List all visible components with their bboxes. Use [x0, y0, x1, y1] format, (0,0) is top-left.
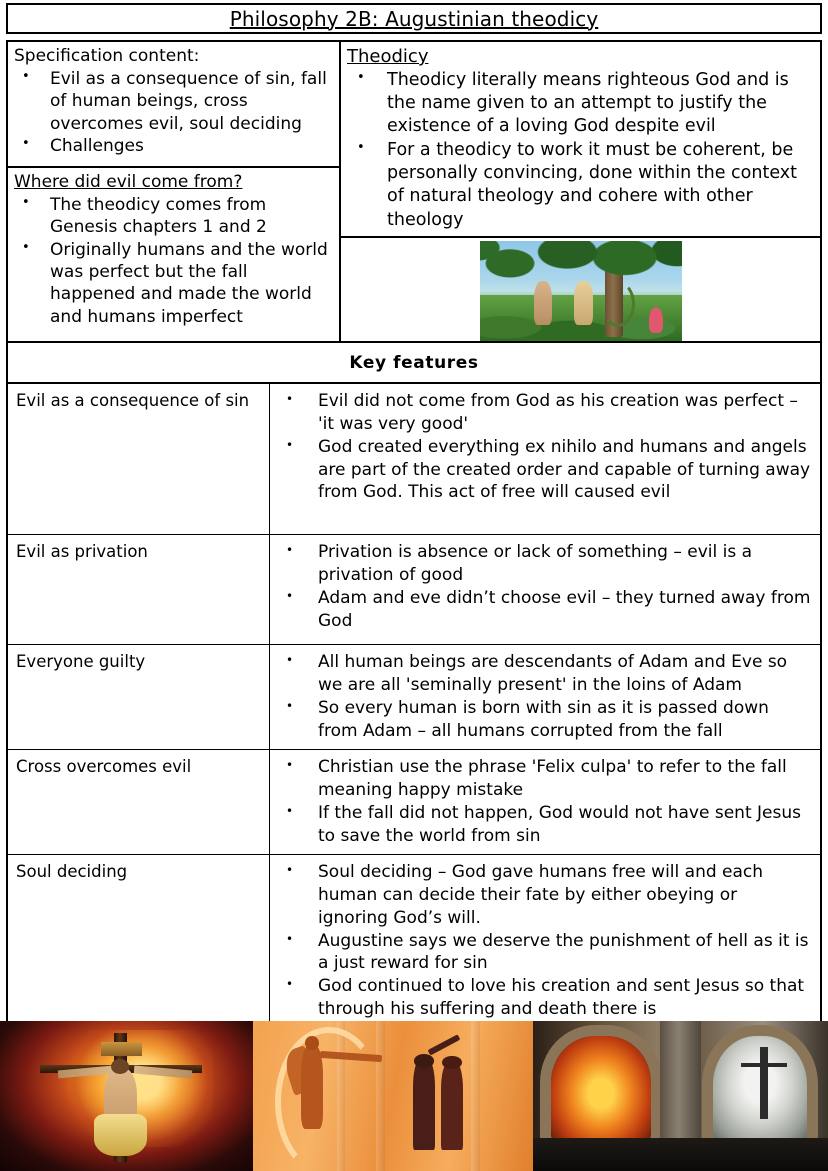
row-point-list [270, 756, 812, 847]
row-body [270, 750, 820, 854]
list-item: • Evil as a consequence of sin, fall of human beings, cross overcomes evil, soul deciding [14, 68, 333, 135]
evil-origin-cell [8, 168, 339, 341]
crucifixion-loincloth [94, 1114, 147, 1156]
row-label: Soul deciding [8, 855, 270, 1027]
list-item: • God continued to love his creation and sent Jesus so that through his suffering and death there is [270, 975, 812, 1021]
garden-of-eden-image [480, 241, 682, 341]
table-row [8, 534, 820, 644]
bottom-image-strip [0, 1021, 828, 1171]
page-title: Philosophy 2B: Augustinian theodicy [229, 6, 599, 31]
row-point-list [270, 861, 812, 1021]
row-body [270, 645, 820, 749]
list-item: • Christian use the phrase 'Felix culpa' to refer to the fall meaning happy mistake [270, 756, 812, 802]
list-item: • Theodicy literally means righteous God and is the name given to an attempt to justify the existence of a loving God despite evil [347, 69, 814, 139]
list-item: • Privation is absence or lack of something – evil is a privation of good [270, 541, 812, 587]
specification-content-list [14, 68, 333, 158]
page-title-box [6, 3, 822, 34]
list-item: • Augustine says we deserve the punishment of hell as it is a just reward for sin [270, 930, 812, 976]
table-row [8, 644, 820, 749]
list-item: • Adam and eve didn’t choose evil – they turned away from God [270, 587, 812, 633]
list-item: • For a theodicy to work it must be coherent, be personally convincing, done within the context of natural theology and cohere with other theology [347, 139, 814, 232]
expulsion-eve-head [442, 1056, 462, 1070]
eden-flamingo [649, 307, 663, 333]
row-body [270, 535, 820, 644]
evil-origin-list [14, 194, 333, 329]
upper-right-column [341, 42, 820, 341]
list-item: • Soul deciding – God gave humans free will and each human can decide their fate by either obeying or ignoring God’s will. [270, 861, 812, 930]
list-item: • God created everything ex nihilo and humans and angels are part of the created order and capable of turning away from God. This act of free will caused evil [270, 436, 812, 505]
list-item: • Originally humans and the world was perfect but the fall happened and made the world and humans imperfect [14, 239, 333, 329]
row-label: Evil as a consequence of sin [8, 384, 270, 534]
hell-and-tomb-image [533, 1021, 828, 1171]
row-point-list [270, 390, 812, 504]
theodicy-heading: Theodicy [347, 46, 429, 67]
row-body [270, 384, 820, 534]
cave-floor [533, 1138, 828, 1171]
list-item: • The theodicy comes from Genesis chapters 1 and 2 [14, 194, 333, 239]
row-label: Everyone guilty [8, 645, 270, 749]
expulsion-background-stripe [471, 1021, 479, 1171]
list-item: • If the fall did not happen, God would not have sent Jesus to save the world from sin [270, 802, 812, 848]
row-point-list [270, 541, 812, 632]
crucifixion-image [0, 1021, 253, 1171]
hell-fire-archway [551, 1036, 651, 1141]
expulsion-angel-head [305, 1036, 319, 1050]
expulsion-adam-head [414, 1054, 434, 1068]
key-features-title: Key features [349, 352, 479, 373]
eden-serpent [601, 281, 635, 327]
list-item: • Evil did not come from God as his creation was perfect – 'it was very good' [270, 390, 812, 436]
expulsion-adam-figure [413, 1060, 435, 1150]
table-row [8, 749, 820, 854]
row-label: Evil as privation [8, 535, 270, 644]
crucifixion-inri-plaque [101, 1042, 141, 1056]
tomb-cross-post [760, 1047, 768, 1119]
specification-content-cell [8, 42, 339, 168]
upper-section [6, 40, 822, 343]
table-row [8, 854, 820, 1027]
eden-image-cell [341, 238, 820, 341]
eden-adam-figure [534, 281, 552, 325]
list-item: • So every human is born with sin as it is passed down from Adam – all humans corrupted from the fall [270, 697, 812, 743]
key-features-banner [6, 343, 822, 384]
list-item: • Challenges [14, 135, 333, 157]
specification-content-heading: Specification content: [14, 46, 200, 66]
upper-left-column [8, 42, 341, 341]
list-item: • All human beings are descendants of Adam and Eve so we are all 'seminally present' in the loins of Adam [270, 651, 812, 697]
expulsion-from-eden-image [253, 1021, 533, 1171]
row-label: Cross overcomes evil [8, 750, 270, 854]
evil-origin-heading: Where did evil come from? [14, 172, 243, 192]
expulsion-raised-arm [427, 1034, 459, 1055]
row-point-list [270, 651, 812, 742]
eden-tree-canopy [480, 241, 682, 279]
table-row [8, 384, 820, 534]
expulsion-angel-body [301, 1045, 323, 1129]
theodicy-definition-cell [341, 42, 820, 238]
eden-eve-figure [574, 281, 592, 325]
key-features-table [6, 384, 822, 1027]
expulsion-eve-figure [441, 1063, 463, 1150]
row-body [270, 855, 820, 1027]
theodicy-list [347, 69, 814, 232]
